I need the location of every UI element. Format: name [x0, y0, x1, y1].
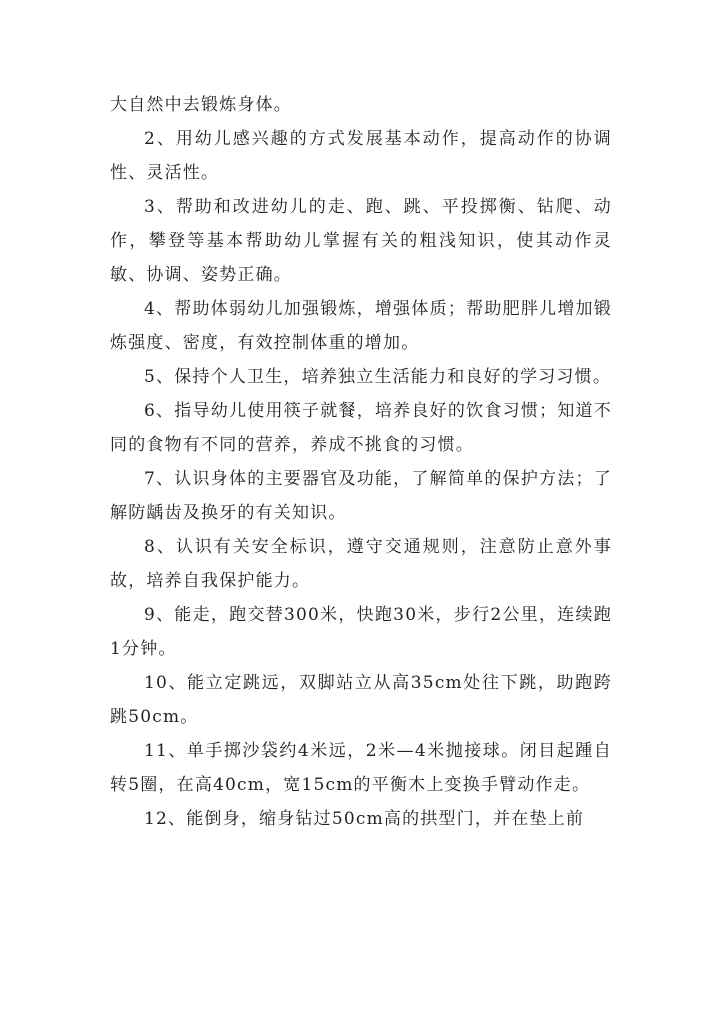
- paragraph-item-10: 10、能立定跳远，双脚站立从高35cm处往下跳，助跑跨跳50cm。: [110, 673, 612, 727]
- paragraph-item-6: 6、指导幼儿使用筷子就餐，培养良好的饮食习惯；知道不同的食物有不同的营养，养成不挑食的习惯。: [110, 401, 612, 455]
- paragraph-item-7: 7、认识身体的主要器官及功能，了解简单的保护方法；了解防龋齿及换牙的有关知识。: [110, 469, 612, 523]
- paragraph-item-11: 11、单手掷沙袋约4米远，2米—4米抛接球。闭目起踵自转5圈，在高40cm，宽15cm的平衡木上变换手臂动作走。: [110, 741, 612, 795]
- paragraph-item-2: 2、用幼儿感兴趣的方式发展基本动作，提高动作的协调性、灵活性。: [110, 129, 612, 183]
- document-body: [110, 88, 612, 836]
- paragraph-item-4: 4、帮助体弱幼儿加强锻炼，增强体质；帮助肥胖儿增加锻炼强度、密度，有效控制体重的增加。: [110, 299, 612, 353]
- paragraph-item-8: 8、认识有关安全标识，遵守交通规则，注意防止意外事故，培养自我保护能力。: [110, 537, 612, 591]
- paragraph-continuation: 大自然中去锻炼身体。: [110, 95, 292, 115]
- paragraph-item-9: 9、能走，跑交替300米，快跑30米，步行2公里，连续跑1分钟。: [110, 605, 612, 659]
- paragraph-item-12: 12、能倒身，缩身钻过50cm高的拱型门，并在垫上前: [144, 809, 585, 829]
- paragraph-item-3: 3、帮助和改进幼儿的走、跑、跳、平投掷衡、钻爬、动作，攀登等基本帮助幼儿掌握有关的粗浅知识，使其动作灵敏、协调、姿势正确。: [110, 197, 612, 285]
- paragraph-item-5: 5、保持个人卫生，培养独立生活能力和良好的学习习惯。: [144, 367, 612, 387]
